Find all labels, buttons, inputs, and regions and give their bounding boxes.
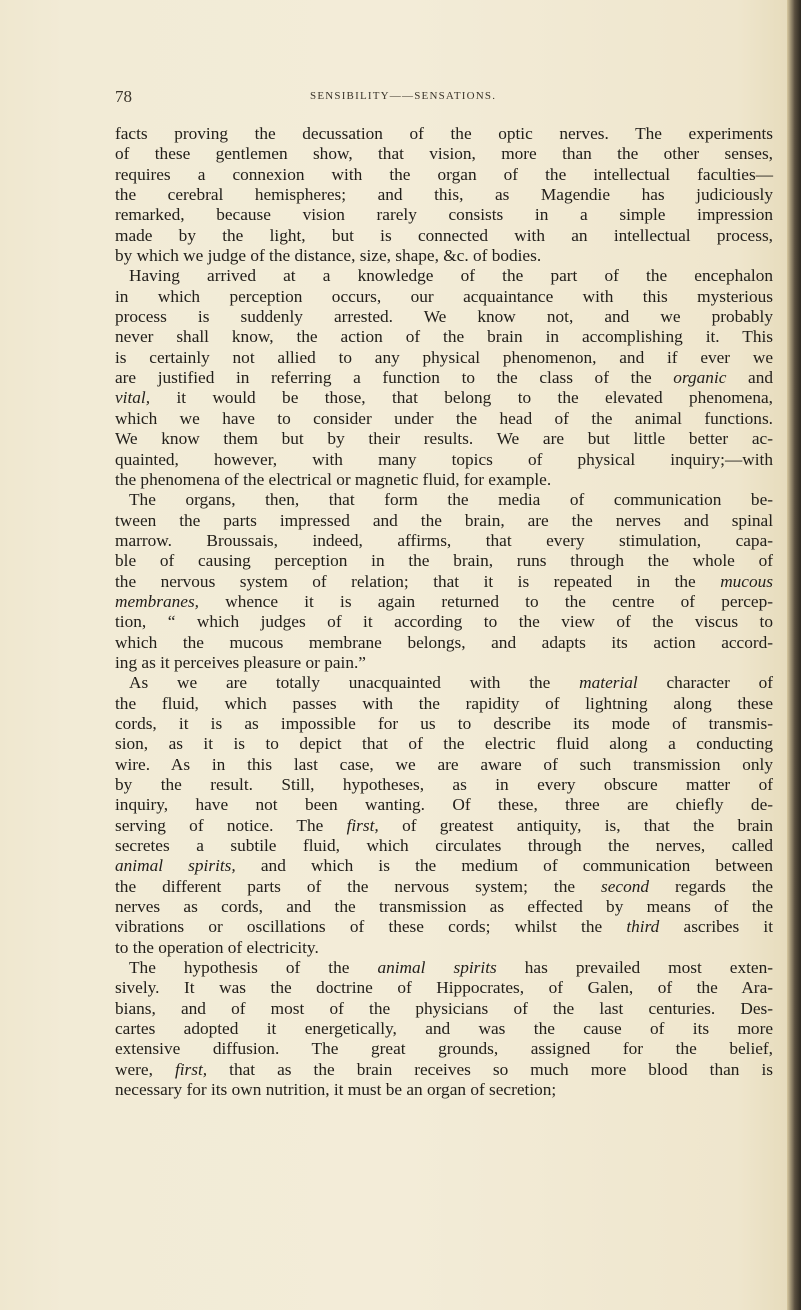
text-line bbox=[115, 531, 773, 551]
text-run: process is suddenly arrested. We know not, and we probably bbox=[115, 307, 773, 327]
text-run: ing as it perceives pleasure or pain.” bbox=[115, 652, 366, 672]
text-run: ble of causing perception in the brain, runs through the whole of bbox=[115, 551, 773, 571]
text-run: sively. It was the doctrine of Hippocrates, of Galen, of the Ara- bbox=[115, 978, 773, 998]
text-run: The organs, then, that form the media of communication be- bbox=[129, 490, 773, 510]
text-line bbox=[115, 714, 773, 734]
text-line bbox=[115, 694, 773, 714]
text-run: were, bbox=[115, 1059, 175, 1079]
binding-edge bbox=[787, 0, 801, 1310]
italic-run: first, bbox=[346, 815, 379, 835]
page-number: 78 bbox=[115, 87, 132, 106]
text-line bbox=[115, 185, 773, 205]
text-run: secretes a subtile fluid, which circulates through the nerves, called bbox=[115, 836, 773, 856]
text-line bbox=[115, 226, 773, 246]
text-run: whence it is again returned to the centre of percep- bbox=[199, 591, 773, 611]
text-line bbox=[115, 978, 773, 998]
text-line bbox=[115, 1080, 773, 1100]
text-run: by the result. Still, hypotheses, as in every obscure matter of bbox=[115, 775, 773, 794]
text-run: by which we judge of the distance, size, shape, &c. of bodies. bbox=[115, 246, 542, 266]
text-run: the fluid, which passes with the rapidity of lightning along these bbox=[115, 693, 773, 713]
text-line bbox=[115, 327, 773, 347]
text-run: which the mucous membrane belongs, and adapts its action accord- bbox=[115, 632, 773, 652]
text-line bbox=[115, 246, 773, 266]
text-run: As we are totally unacquainted with the bbox=[129, 673, 580, 693]
text-run: sion, as it is to depict that of the electric fluid along a conducting bbox=[115, 734, 773, 754]
text-run: the cerebral hemispheres; and this, as Magendie has judiciously bbox=[115, 185, 773, 205]
text-line bbox=[115, 856, 773, 876]
text-run: regards the bbox=[649, 876, 773, 896]
text-line bbox=[115, 165, 773, 185]
text-line bbox=[115, 1039, 773, 1059]
text-run: has prevailed most exten- bbox=[496, 958, 773, 978]
italic-run: organic bbox=[673, 368, 727, 388]
italic-run: animal spirits, bbox=[115, 856, 236, 876]
text-run: are justified in referring a function to the class of the bbox=[115, 368, 674, 388]
text-line bbox=[115, 205, 773, 225]
text-run: which we have to consider under the head of the animal functions. bbox=[115, 408, 773, 428]
text-run: never shall know, the action of the brain in accomplishing it. This bbox=[115, 327, 773, 347]
text-run: remarked, because vision rarely consists in a simple impression bbox=[115, 205, 773, 225]
running-head: SENSIBILITY——SENSATIONS. bbox=[310, 90, 497, 102]
italic-run: third bbox=[626, 917, 660, 937]
text-run: marrow. Broussais, indeed, affirms, that every stimulation, capa- bbox=[115, 530, 773, 550]
text-run: to the operation of electricity. bbox=[115, 937, 319, 957]
text-run: extensive diffusion. The great grounds, assigned for the belief, bbox=[115, 1039, 773, 1059]
text-line bbox=[115, 673, 773, 693]
text-run: tween the parts impressed and the brain, are the nerves and spinal bbox=[115, 510, 773, 530]
text-line bbox=[115, 348, 773, 368]
text-run: bians, and of most of the physicians of the last centuries. Des- bbox=[115, 998, 773, 1018]
text-run: Having arrived at a knowledge of the part of the encephalon bbox=[129, 266, 773, 286]
text-run: of greatest antiquity, is, that the brain bbox=[378, 815, 774, 835]
text-line bbox=[115, 633, 773, 653]
text-line bbox=[115, 307, 773, 327]
text-line bbox=[115, 897, 773, 917]
text-run: the different parts of the nervous system; the bbox=[115, 876, 602, 896]
text-line bbox=[115, 1019, 773, 1039]
text-run: in which perception occurs, our acquaintance with this mysterious bbox=[115, 286, 773, 306]
text-run: vibrations or oscillations of these cords; whilst the bbox=[115, 917, 627, 937]
text-line bbox=[115, 612, 773, 632]
text-run: inquiry, have not been wanting. Of these, three are chiefly de- bbox=[115, 795, 773, 815]
text-line bbox=[115, 124, 773, 144]
text-run: and bbox=[726, 368, 773, 388]
page-header bbox=[115, 87, 775, 109]
text-run: is certainly not allied to any physical phenomenon, and if ever we bbox=[115, 347, 773, 367]
text-run: cartes adopted it energetically, and was the cause of its more bbox=[115, 1019, 773, 1039]
text-line bbox=[115, 450, 773, 470]
text-line bbox=[115, 755, 773, 775]
italic-run: animal spirits bbox=[377, 958, 497, 978]
text-run: cords, it is as impossible for us to describe its mode of transmis- bbox=[115, 713, 773, 733]
text-run: made by the light, but is connected with an intellectual process, bbox=[115, 225, 773, 245]
text-line bbox=[115, 795, 773, 815]
text-run: nerves as cords, and the transmission as effected by means of the bbox=[115, 897, 773, 917]
text-line bbox=[115, 592, 773, 612]
text-line bbox=[115, 429, 773, 449]
text-line bbox=[115, 572, 773, 592]
italic-run: first, bbox=[174, 1059, 208, 1079]
text-line bbox=[115, 144, 773, 164]
text-run: that as the brain receives so much more blood than is bbox=[207, 1059, 773, 1079]
text-line bbox=[115, 653, 773, 673]
italic-run: material bbox=[579, 673, 638, 693]
text-line bbox=[115, 836, 773, 856]
text-line bbox=[115, 287, 773, 307]
text-run: The hypothesis of the bbox=[129, 958, 378, 978]
italic-run: second bbox=[601, 876, 650, 896]
text-line bbox=[115, 958, 773, 978]
text-line bbox=[115, 511, 773, 531]
text-run: the phenomena of the electrical or magnetic fluid, for example. bbox=[115, 469, 552, 489]
text-line bbox=[115, 877, 773, 897]
text-line bbox=[115, 734, 773, 754]
text-run: it would be those, that belong to the elevated phenomena, bbox=[150, 388, 773, 408]
text-line bbox=[115, 999, 773, 1019]
text-line bbox=[115, 266, 773, 286]
text-line bbox=[115, 388, 773, 408]
text-line bbox=[115, 409, 773, 429]
text-run: requires a connexion with the organ of the intellectual faculties— bbox=[115, 164, 773, 184]
text-line bbox=[115, 490, 773, 510]
text-run: facts proving the decussation of the optic nerves. The experiments bbox=[115, 124, 773, 143]
text-run: and which is the medium of communication between bbox=[235, 856, 773, 876]
text-run: necessary for its own nutrition, it must be an organ of secretion; bbox=[115, 1080, 557, 1100]
body-text bbox=[115, 124, 773, 1101]
text-run: character of bbox=[637, 673, 774, 693]
italic-run: vital, bbox=[115, 388, 151, 408]
text-run: We know them but by their results. We are but little better ac- bbox=[115, 429, 773, 449]
text-line bbox=[115, 368, 773, 388]
text-run: wire. As in this last case, we are aware of such transmission only bbox=[115, 754, 773, 774]
italic-run: mucous bbox=[720, 571, 773, 591]
text-line bbox=[115, 775, 773, 795]
text-run: serving of notice. The bbox=[115, 815, 347, 835]
text-run: of these gentlemen show, that vision, more than the other senses, bbox=[115, 144, 773, 164]
text-run: quainted, however, with many topics of physical inquiry;—with bbox=[115, 449, 773, 469]
text-line bbox=[115, 551, 773, 571]
text-run: tion, “ which judges of it according to the view of the viscus to bbox=[115, 612, 773, 632]
text-run: ascribes it bbox=[659, 917, 773, 937]
italic-run: membranes, bbox=[115, 591, 199, 611]
text-line bbox=[115, 1060, 773, 1080]
text-line bbox=[115, 938, 773, 958]
text-line bbox=[115, 470, 773, 490]
text-run: the nervous system of relation; that it is repeated in the bbox=[115, 571, 721, 591]
text-line bbox=[115, 816, 773, 836]
text-line bbox=[115, 917, 773, 937]
